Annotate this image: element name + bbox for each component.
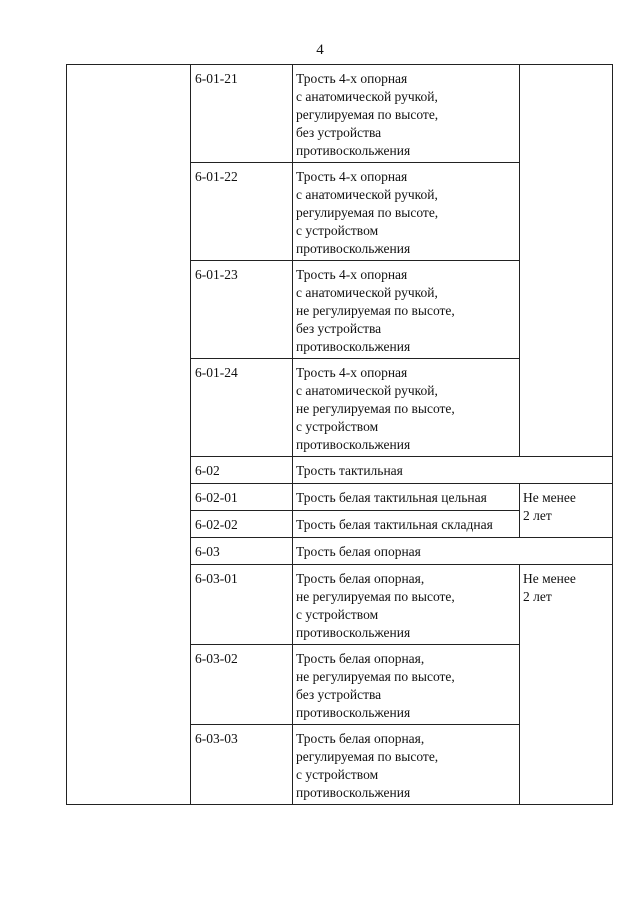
description-text: Трость белая тактильная складная (296, 517, 493, 532)
description-cell (293, 359, 520, 457)
code-cell: 6-02 (191, 457, 293, 484)
description-cell (293, 511, 520, 538)
code-cell: 6-03-02 (191, 645, 293, 725)
description-cell (293, 261, 520, 359)
group-title-cell (293, 457, 613, 484)
term-cell (520, 484, 613, 538)
description-cell (293, 484, 520, 511)
description-cell (293, 565, 520, 645)
group-title-cell (293, 538, 613, 565)
term-empty-cell (520, 65, 613, 457)
description-text: Трость 4-х опорная с анатомической ручкой, не регулируемая по высоте, с устройством противоскольжения (296, 365, 455, 452)
term-text: Не менее 2 лет (523, 571, 576, 604)
term-cell (520, 565, 613, 805)
description-text: Трость 4-х опорная с анатомической ручкой, регулируемая по высоте, без устройства противоскольжения (296, 71, 439, 158)
description-text: Трость белая тактильная цельная (296, 490, 487, 505)
description-cell (293, 645, 520, 725)
description-cell (293, 65, 520, 163)
code-cell: 6-01-23 (191, 261, 293, 359)
term-text: Не менее 2 лет (523, 490, 576, 523)
description-cell (293, 725, 520, 805)
code-cell: 6-01-21 (191, 65, 293, 163)
code-cell: 6-02-01 (191, 484, 293, 511)
code-cell: 6-01-24 (191, 359, 293, 457)
code-cell: 6-03-01 (191, 565, 293, 645)
description-cell (293, 163, 520, 261)
description-text: Трость белая опорная, не регулируемая по высоте, без устройства противоскольжения (296, 651, 455, 720)
products-table (66, 64, 613, 805)
table-row (67, 65, 613, 163)
description-text: Трость белая опорная, не регулируемая по высоте, с устройством противоскольжения (296, 571, 455, 640)
code-cell: 6-03 (191, 538, 293, 565)
description-text: Трость 4-х опорная с анатомической ручкой, регулируемая по высоте, с устройством противоскольжения (296, 169, 439, 256)
group-title: Трость белая опорная (296, 544, 421, 559)
code-cell: 6-01-22 (191, 163, 293, 261)
description-text: Трость 4-х опорная с анатомической ручкой, не регулируемая по высоте, без устройства противоскольжения (296, 267, 455, 354)
left-empty-cell (67, 65, 191, 805)
description-text: Трость белая опорная, регулируемая по высоте, с устройством противоскольжения (296, 731, 439, 800)
code-cell: 6-03-03 (191, 725, 293, 805)
group-title: Трость тактильная (296, 463, 403, 478)
page-number: 4 (316, 42, 324, 58)
code-cell: 6-02-02 (191, 511, 293, 538)
